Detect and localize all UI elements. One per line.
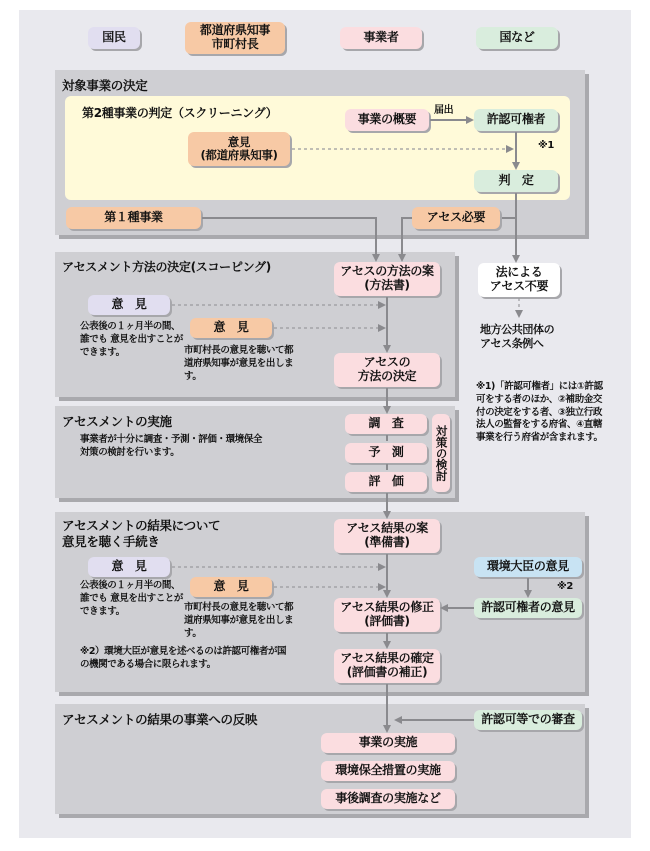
notification-label: 届出 bbox=[434, 105, 454, 116]
method-decision-line2: 方法の決定 bbox=[357, 369, 417, 383]
result-revision-line1: アセス結果の修正 bbox=[340, 600, 434, 615]
section-result-title-line2: 意見を聴く手続き bbox=[62, 534, 160, 549]
governor-opinion-line2: (都道府県知事) bbox=[200, 148, 278, 162]
forecast-box: 予 測 bbox=[345, 443, 427, 463]
governor-opinion-box-3: 意 見 bbox=[190, 577, 272, 597]
measures-box: 対策の検討 bbox=[432, 414, 450, 492]
note-mark-2: ※2 bbox=[557, 581, 573, 592]
no-assessment-line2: アセス不要 bbox=[489, 279, 549, 293]
local-ordinance-line2: アセス条例へ bbox=[480, 337, 544, 351]
governor-opinion-note: 市町村長の意見を聴いて都道府県知事が意見を出します。 bbox=[184, 345, 294, 382]
result-draft-line1: アセス結果の案 bbox=[346, 521, 428, 536]
method-plan-line2: (方法書) bbox=[364, 278, 410, 292]
public-opinion-note-2: 公表後の１ヶ月半の間、誰でも 意見を出すことができます。 bbox=[80, 580, 184, 617]
legend-citizens: 国民 bbox=[88, 27, 140, 49]
class1-project-box: 第１種事業 bbox=[66, 207, 201, 229]
section-implementation-title: アセスメントの実施 bbox=[62, 414, 172, 429]
result-final-line1: アセス結果の確定 bbox=[340, 651, 434, 666]
screening-title: 第2種事業の判定（スクリーニング） bbox=[82, 106, 278, 120]
assessment-needed-box: アセス必要 bbox=[412, 207, 500, 229]
governor-opinion-box-2: 意 見 bbox=[190, 318, 272, 338]
method-decision-line1: アセスの bbox=[363, 355, 411, 370]
public-opinion-note: 公表後の１ヶ月半の間、誰でも 意見を出すことができます。 bbox=[80, 321, 184, 358]
section-result-title-line1: アセスメントの結果について bbox=[62, 518, 221, 533]
footnote-1: ※1)「許認可権者」には①許認可をする者のほか、②補助金交付の決定をする者、③独立行政法人の監督をする府省、④直轄事業を行う府省が含まれます。 bbox=[476, 381, 603, 444]
license-review-box: 許認可等での審査 bbox=[474, 710, 582, 730]
legend-national: 国など bbox=[476, 27, 558, 49]
licensing-authority-box: 許認可権者 bbox=[474, 109, 558, 131]
local-ordinance-line1: 地方公共団体の bbox=[480, 323, 555, 336]
public-opinion-box: 意 見 bbox=[88, 295, 170, 315]
minister-opinion-box: 環境大臣の意見 bbox=[474, 557, 582, 577]
result-draft-line2: (準備書) bbox=[364, 535, 410, 549]
followup-survey-box: 事後調査の実施など bbox=[321, 789, 455, 809]
no-assessment-line1: 法による bbox=[495, 265, 543, 280]
legend-businesses: 事業者 bbox=[340, 27, 422, 49]
legend-governors-line1: 都道府県知事 bbox=[199, 23, 271, 38]
authority-opinion-box: 許認可権者の意見 bbox=[474, 598, 582, 618]
survey-box: 調 査 bbox=[345, 414, 427, 434]
conservation-measures-box: 環境保全措置の実施 bbox=[321, 761, 455, 781]
section-target-project-title: 対象事業の決定 bbox=[62, 78, 148, 93]
section-scoping-title: アセスメント方法の決定(スコーピング) bbox=[62, 260, 271, 274]
judgment-box: 判 定 bbox=[474, 170, 558, 192]
governor-opinion-line1: 意見 bbox=[227, 134, 251, 149]
footnote-2: ※2）環境大臣が意見を述べるのは許認可権者が国の機関である場合に限られます。 bbox=[80, 646, 287, 670]
section-reflection-title: アセスメントの結果の事業への反映 bbox=[62, 712, 258, 727]
project-implementation-box: 事業の実施 bbox=[321, 733, 455, 753]
implementation-desc: 事業者が十分に調査・予測・評価・環境保全対策の検討を行います。 bbox=[80, 434, 263, 458]
legend-governors-line2: 市町村長 bbox=[211, 37, 259, 51]
note-mark-1: ※1 bbox=[538, 140, 554, 151]
public-opinion-box-2: 意 見 bbox=[88, 557, 170, 577]
project-outline-box: 事業の概要 bbox=[345, 109, 429, 131]
evaluation-box: 評 価 bbox=[345, 472, 427, 492]
result-revision-line2: (評価書) bbox=[364, 614, 410, 628]
governor-opinion-note-2: 市町村長の意見を聴いて都道府県知事が意見を出します。 bbox=[184, 602, 294, 639]
method-plan-line1: アセスの方法の案 bbox=[340, 264, 434, 279]
result-final-line2: (評価書の補正) bbox=[346, 665, 428, 679]
